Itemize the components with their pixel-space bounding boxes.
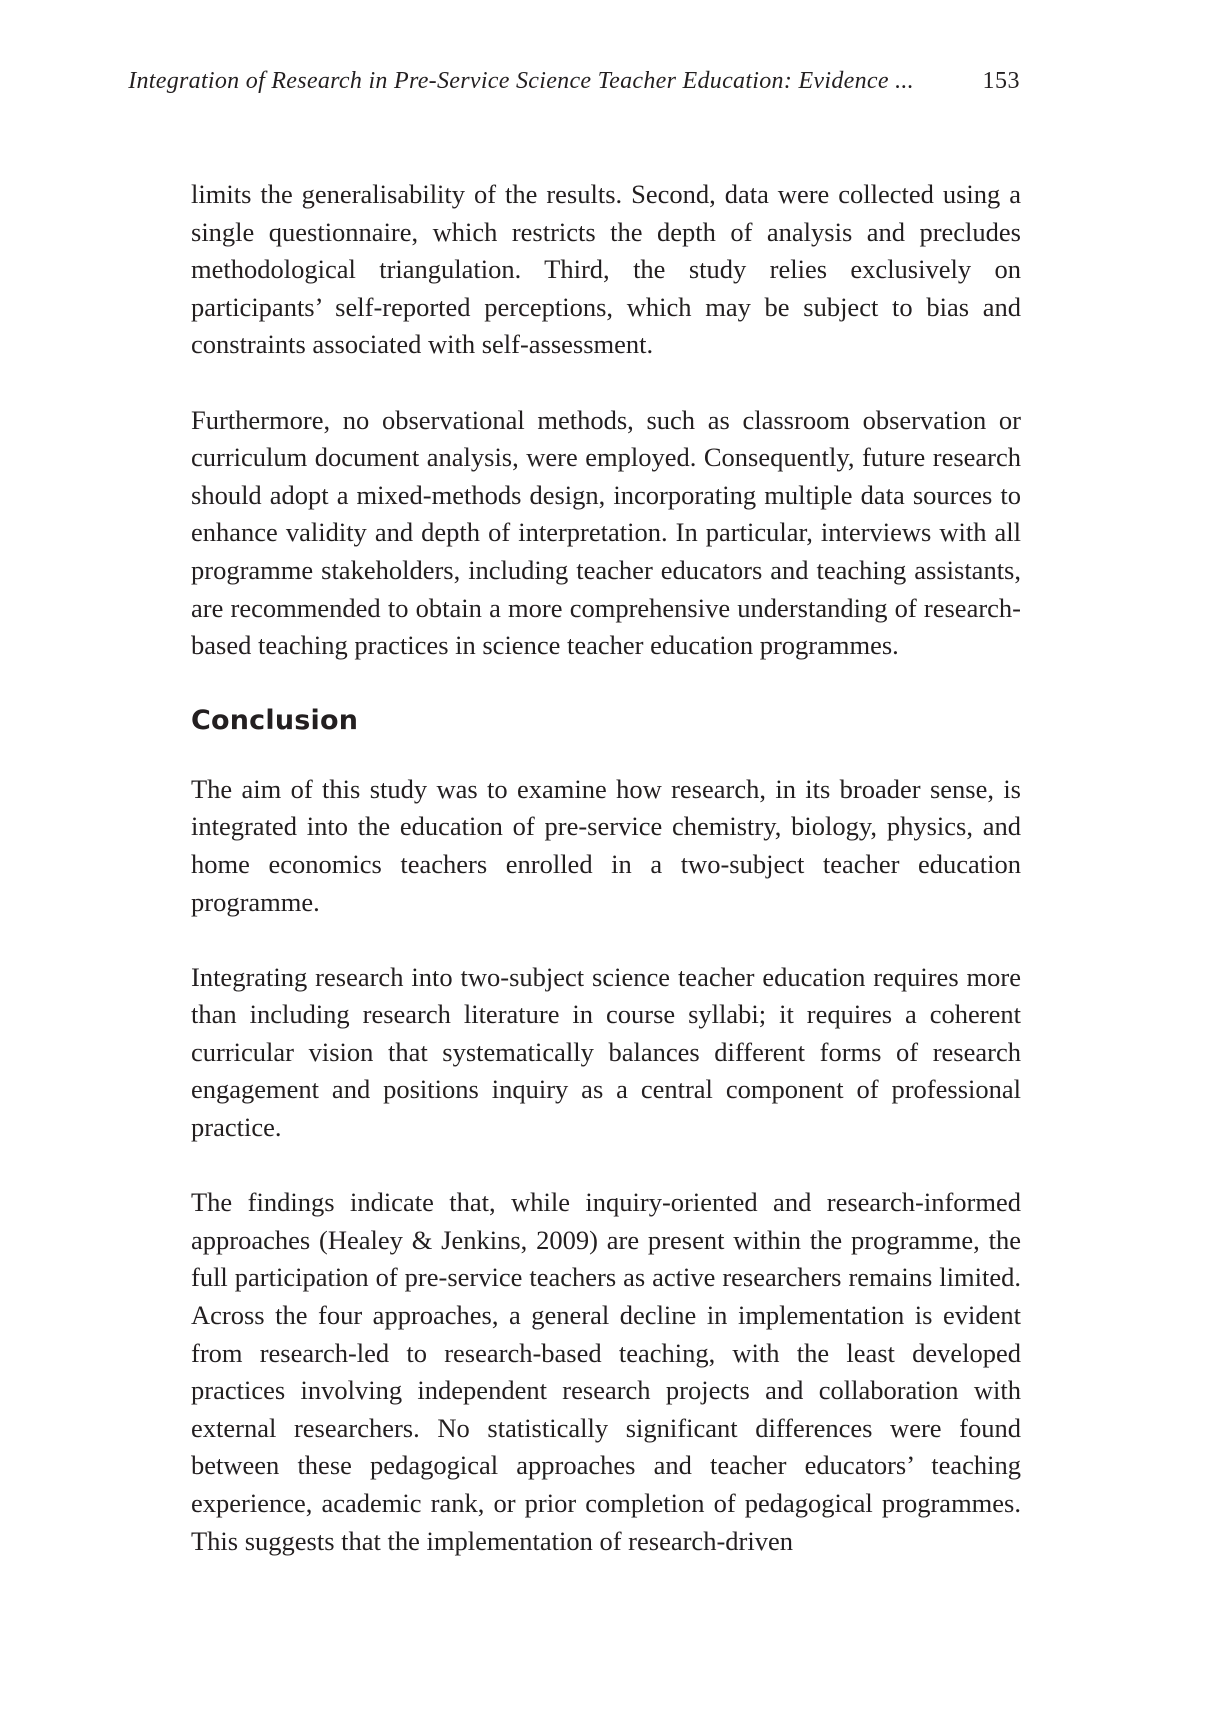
paragraph-limitations: limits the generalisability of the results. Second, data were collected using a single questionnaire, which restricts the depth of analysis and precludes methodological triangulation. Third, the study relies exclusively on participants’ self-reported perceptions, which may be subject to bias and constraints associated with self-assessment.	[191, 179, 1021, 360]
paragraph-conclusion-integration: Integrating research into two-subject science teacher education requires more than including research literature in course syllabi; it requires a coherent curricular vision that systematically balances different forms of research engagement and positions inquiry as a central component of professional practice.	[191, 961, 1021, 1143]
paragraph-conclusion-aim: The aim of this study was to examine how research, in its broader sense, is integrated into the education of pre-service chemistry, biology, physics, and home economics teachers enrolled in a two-subject teacher education programme.	[191, 773, 1021, 917]
paragraph-future-research: Furthermore, no observational methods, such as classroom observation or curriculum document analysis, were employed. Consequently, future research should adopt a mixed-methods design, incorporating multiple data sources to enhance validity and depth of interpretation. In particular, interviews with all programme stakeholders, including teacher educators and teaching assistants, are recommended to obtain a more comprehensive understanding of research-based teaching practices in science teacher education programmes.	[191, 404, 1021, 661]
body-text	[191, 176, 1021, 1560]
running-title: Integration of Research in Pre-Service Science Teacher Education: Evidence ...	[128, 68, 914, 94]
running-header	[128, 68, 1020, 108]
page-number: 153	[982, 68, 1020, 94]
paragraph-conclusion-findings: The findings indicate that, while inquiry-oriented and research-informed approaches (Healey & Jenkins, 2009) are present within the programme, the full participation of pre-service teachers as active researchers remains limited. Across the four approaches, a general decline in implementation is evident from research-led to research-based teaching, with the least developed practices involving independent research projects and collaboration with external researchers. No statistically significant differences were found between these pedagogical approaches and teacher educators’ teaching experience, academic rank, or prior completion of pedagogical programmes. This suggests that the implementation of research-driven	[191, 1187, 1021, 1556]
section-heading-conclusion: Conclusion	[191, 704, 359, 736]
